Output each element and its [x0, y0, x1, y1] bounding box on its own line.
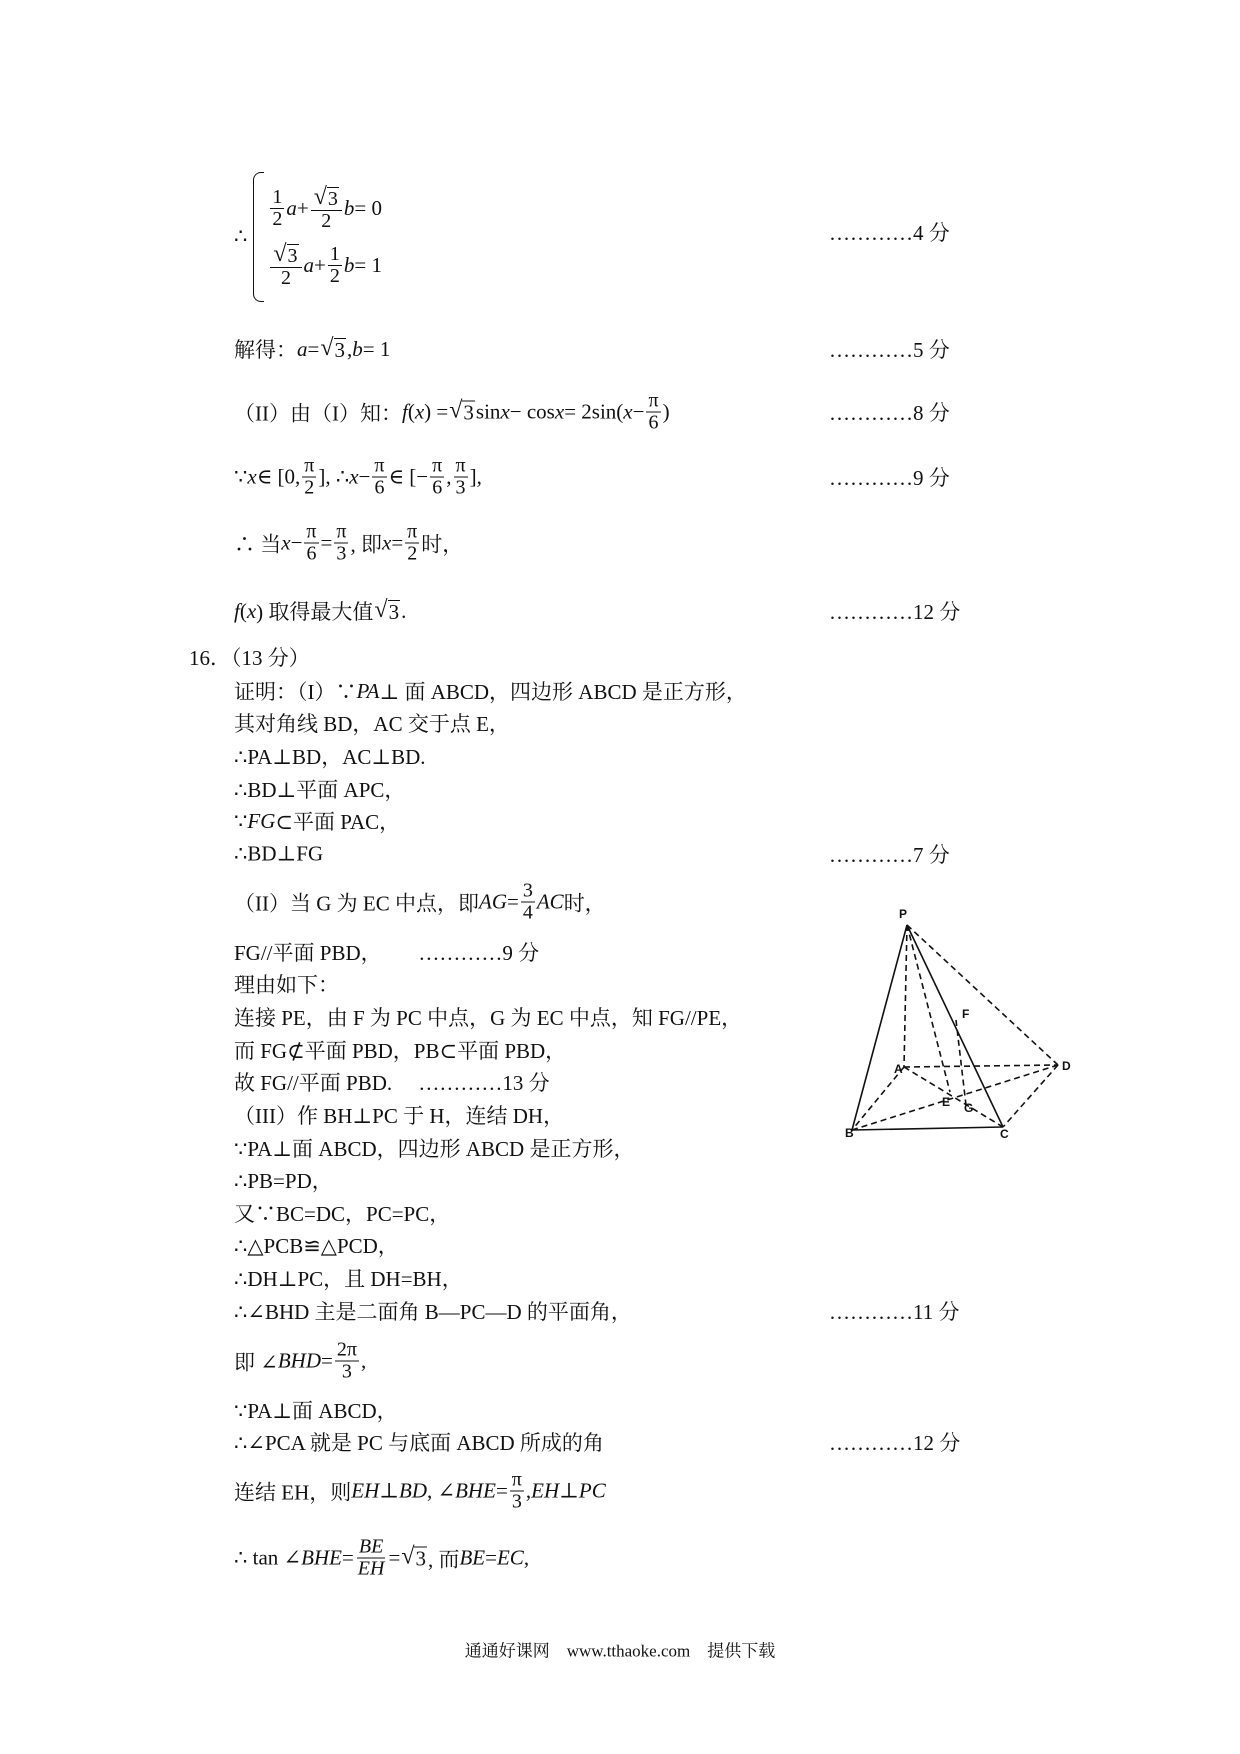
footer-text: 通通好课网 www.tthaoke.com 提供下载: [464, 1641, 776, 1661]
math-variable: BE: [459, 1545, 486, 1570]
text-run: π: [306, 520, 317, 543]
text-run: 理由如下：: [234, 973, 339, 997]
math-variable: EC: [496, 1545, 524, 1570]
text-run: =: [307, 336, 320, 361]
text-run: =: [320, 530, 333, 555]
text-run: ∵: [234, 464, 248, 489]
text-run: 1: [329, 242, 340, 265]
radicand: 3: [463, 400, 474, 425]
math-variable: a: [286, 195, 297, 220]
text-run: （II）由（I）知：: [234, 401, 402, 425]
text-run: 又∵BC=DC，PC=PC，: [234, 1202, 451, 1226]
text-run: 2: [304, 476, 315, 499]
text-run: ∴BD⊥平面 APC，: [234, 778, 406, 802]
text-run: =: [341, 1545, 354, 1570]
math-variable: x: [349, 464, 359, 489]
math-variable: PA: [356, 678, 380, 703]
text-run: 而 FG⊄平面 PBD，PB⊂平面 PBD，: [234, 1039, 567, 1063]
radical-sign-icon: √: [374, 596, 388, 623]
math-variable: FG: [247, 808, 276, 833]
text-run: 其对角线 BD，AC 交于点 E，: [234, 712, 510, 736]
math-variable: BHE: [455, 1478, 496, 1503]
text-run: =: [391, 530, 404, 555]
text-run: 故 FG//平面 PBD. …………13 分: [234, 1071, 550, 1095]
radical-sign-icon: √: [320, 334, 334, 361]
score-mark: …………8 分: [829, 401, 950, 425]
math-variable: x: [414, 399, 425, 424]
text-run: (: [407, 399, 415, 424]
text-run: ∴ 当: [234, 532, 282, 556]
radical-sign-icon: √: [273, 240, 287, 267]
text-run: ∈ [−: [388, 464, 429, 489]
text-run: ∴ tan ∠: [234, 1545, 302, 1570]
text-run: ) =: [424, 399, 449, 424]
math-variable: AC: [536, 889, 564, 914]
text-run: ⊥: [379, 1478, 399, 1503]
text-run: 3: [341, 1360, 352, 1383]
text-run: =: [485, 1545, 497, 1570]
text-run: 解得：: [234, 338, 297, 362]
label-f: F: [962, 1007, 970, 1021]
text-run: π: [374, 454, 385, 477]
text-run: π: [336, 520, 347, 543]
score-mark: …………4 分: [829, 221, 950, 245]
text-run: π: [304, 454, 315, 477]
math-variable: x: [623, 399, 633, 424]
text-run: − cos: [509, 399, 555, 424]
text-run: = 1: [362, 336, 391, 361]
math-variable: f: [401, 399, 408, 424]
text-run: = 2sin(: [564, 399, 624, 424]
score-mark: …………5 分: [829, 338, 950, 362]
text-run: , 而: [427, 1547, 460, 1571]
text-run: ⊥: [559, 1478, 579, 1503]
text-run: ,: [525, 1478, 532, 1503]
text-run: ,: [446, 464, 452, 489]
text-run: +: [296, 195, 309, 220]
label-p: P: [899, 907, 908, 921]
text-run: ,: [360, 1348, 367, 1373]
math-variable: x: [246, 598, 257, 623]
text-run: ∴△PCB≌△PCD，: [234, 1234, 399, 1258]
text-run: −: [632, 399, 645, 424]
text-run: 6: [374, 476, 385, 499]
radicand: 3: [287, 244, 298, 267]
math-variable: PC: [578, 1478, 606, 1503]
text-run: = 1: [354, 252, 382, 277]
label-b: B: [845, 1126, 854, 1140]
radical-sign-icon: √: [449, 397, 463, 424]
math-variable: f: [234, 598, 240, 623]
math-variable: AG: [479, 889, 507, 914]
text-run: 2π: [336, 1338, 357, 1361]
text-run: ∴∠BHD 主是二面角 B—PC—D 的平面角，: [234, 1300, 632, 1324]
text-run: π: [511, 1468, 522, 1491]
math-variable: EH: [357, 1557, 385, 1580]
text-run: −: [290, 530, 303, 555]
text-run: 3: [522, 879, 533, 902]
score-mark: …………12 分: [829, 1431, 961, 1455]
text-run: sin: [475, 399, 501, 424]
text-run: 连结 EH，则: [234, 1480, 352, 1504]
text-run: −: [358, 464, 371, 489]
text-run: π: [455, 454, 466, 477]
math-variable: x: [281, 530, 291, 555]
label-d: D: [1062, 1059, 1071, 1073]
math-variable: x: [381, 530, 392, 555]
text-run: 1: [272, 185, 283, 208]
math-variable: x: [554, 399, 565, 424]
text-run: ∴PB=PD，: [234, 1169, 333, 1193]
text-run: =: [388, 1545, 401, 1570]
math-variable: a: [303, 252, 315, 277]
math-variable: a: [297, 336, 308, 361]
text-run: ): [662, 399, 670, 424]
math-variable: BD: [399, 1478, 427, 1503]
radicand: 3: [327, 187, 338, 210]
label-c: C: [1000, 1127, 1009, 1141]
text-run: +: [314, 252, 326, 277]
text-run: ,: [347, 336, 353, 361]
text-run: 3: [336, 542, 347, 565]
text-run: 即 ∠: [234, 1350, 278, 1374]
score-mark: …………12 分: [829, 600, 961, 624]
radicand: 3: [388, 599, 400, 624]
radical-sign-icon: √: [401, 1543, 415, 1570]
text-run: ⊂平面 PAC，: [275, 810, 401, 834]
math-variable: b: [343, 195, 355, 220]
math-variable: BE: [358, 1535, 384, 1558]
math-variable: EH: [351, 1478, 380, 1503]
text-run: 2: [407, 542, 418, 565]
text-run: =: [507, 889, 519, 914]
text-run: , 即: [350, 532, 382, 556]
text-run: (: [239, 598, 247, 623]
text-run: ],: [469, 464, 482, 489]
text-run: 2: [329, 264, 340, 287]
text-run: ∵: [234, 808, 248, 833]
math-variable: x: [500, 399, 510, 424]
text-run: 16．（13 分）: [189, 646, 310, 670]
text-run: 时，: [421, 532, 464, 556]
text-run: 6: [648, 411, 659, 434]
text-run: π: [432, 454, 443, 477]
text-run: ], ∴: [318, 464, 350, 489]
therefore-symbol: ∴: [234, 224, 248, 248]
text-run: ∴PA⊥BD，AC⊥BD.: [234, 745, 426, 769]
text-run: FG//平面 PBD， …………9 分: [234, 941, 540, 965]
text-run: ∴∠PCA 就是 PC 与底面 ABCD 所成的角: [234, 1431, 604, 1455]
math-variable: BHE: [301, 1545, 342, 1570]
text-run: 证明：（I）∵: [234, 680, 357, 704]
label-e: E: [942, 1095, 951, 1109]
text-run: 2: [272, 207, 283, 230]
math-variable: b: [343, 252, 355, 277]
text-run: ∴DH⊥PC，且 DH=BH，: [234, 1267, 463, 1291]
text-run: =: [321, 1348, 333, 1373]
text-run: π: [407, 520, 418, 543]
solid-edges: [852, 925, 1003, 1130]
text-run: ∴BD⊥FG: [234, 841, 324, 866]
text-run: =: [495, 1478, 508, 1503]
text-run: .: [401, 598, 407, 623]
text-run: ) 取得最大值: [256, 600, 374, 624]
radical-sign-icon: √: [313, 183, 327, 210]
text-run: = 0: [354, 195, 382, 220]
text-run: （III）作 BH⊥PC 于 H，连结 DH，: [234, 1104, 565, 1128]
label-g: G: [964, 1101, 974, 1115]
score-mark: …………9 分: [829, 466, 950, 490]
radicand: 3: [334, 337, 346, 362]
text-run: 6: [432, 476, 443, 499]
text-run: 3: [455, 476, 466, 499]
text-run: （II）当 G 为 EC 中点，即: [234, 891, 479, 915]
text-run: ⊥ 面 ABCD，四边形 ABCD 是正方形，: [379, 680, 747, 704]
text-run: ∵PA⊥面 ABCD，: [234, 1399, 398, 1423]
label-a: A: [894, 1062, 903, 1076]
text-run: ∈ [0,: [256, 464, 301, 489]
text-run: , ∠: [427, 1478, 456, 1503]
text-run: 2: [321, 209, 332, 232]
math-variable: b: [352, 336, 363, 361]
text-run: ,: [523, 1545, 530, 1570]
score-mark: …………7 分: [829, 843, 950, 867]
radicand: 3: [415, 1546, 426, 1571]
text-run: 2: [280, 266, 291, 289]
math-variable: EH: [531, 1478, 560, 1503]
text-run: 4: [522, 901, 533, 924]
text-run: ∵PA⊥面 ABCD，四边形 ABCD 是正方形，: [234, 1137, 635, 1161]
score-mark: …………11 分: [829, 1300, 960, 1324]
text-run: π: [648, 389, 659, 412]
math-variable: BHD: [277, 1348, 322, 1373]
math-variable: x: [247, 464, 257, 489]
text-run: 连接 PE，由 F 为 PC 中点，G 为 EC 中点，知 FG//PE，: [234, 1006, 743, 1030]
text-run: 6: [306, 542, 317, 565]
text-run: 3: [511, 1490, 522, 1513]
text-run: 时，: [563, 891, 606, 915]
